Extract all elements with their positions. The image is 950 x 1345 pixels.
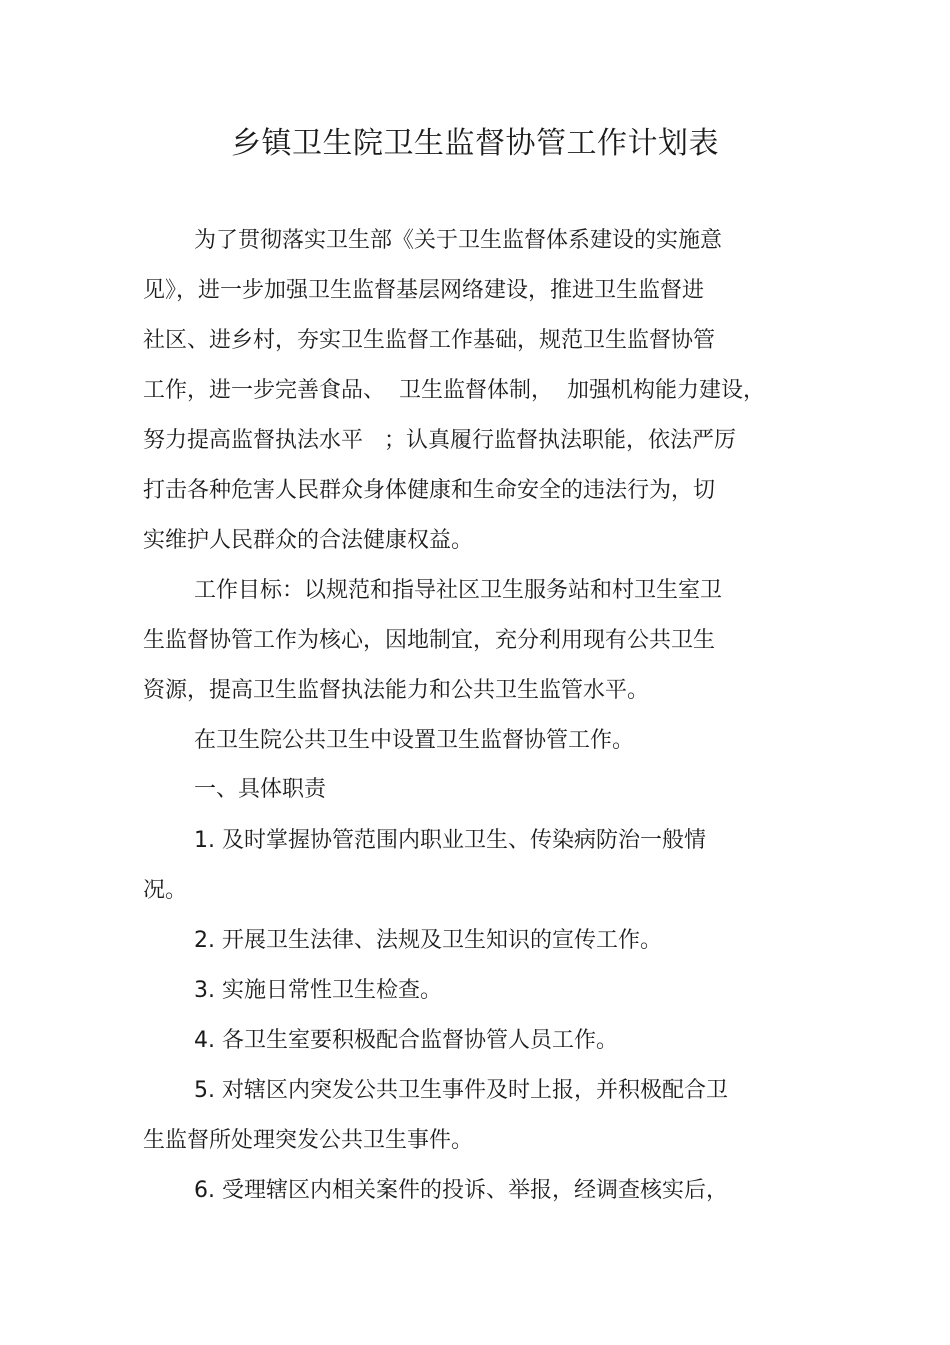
duty-1-line-1: 1. 及时掌握协管范围内职业卫生、传染病防治一般情 <box>194 828 706 853</box>
section-heading: 一、具体职责 <box>194 777 327 802</box>
intro-line-4: 工作，进一步完善食品、 卫生监督体制， 加强机构能力建设， <box>143 378 765 403</box>
duty-6: 6. 受理辖区内相关案件的投诉、举报，经调查核实后， <box>194 1178 728 1203</box>
intro-line-3: 社区、进乡村，夯实卫生监督工作基础，规范卫生监督协管 <box>143 328 716 353</box>
goal-line-2: 生监督协管工作为核心，因地制宜，充分利用现有公共卫生 <box>143 628 716 653</box>
setup-paragraph: 在卫生院公共卫生中设置卫生监督协管工作。 <box>194 728 635 753</box>
intro-line-6: 打击各种危害人民群众身体健康和生命安全的违法行为，切 <box>143 478 716 503</box>
intro-line-1: 为了贯彻落实卫生部《关于卫生监督体系建设的实施意 <box>194 228 723 253</box>
duty-3: 3. 实施日常性卫生检查。 <box>194 978 442 1003</box>
duty-5-line-1: 5. 对辖区内突发公共卫生事件及时上报，并积极配合卫 <box>194 1078 728 1103</box>
duty-2: 2. 开展卫生法律、法规及卫生知识的宣传工作。 <box>194 928 662 953</box>
goal-line-1: 工作目标：以规范和指导社区卫生服务站和村卫生室卫 <box>194 578 723 603</box>
duty-1-line-2: 况。 <box>143 878 188 903</box>
duty-4: 4. 各卫生室要积极配合监督协管人员工作。 <box>194 1028 618 1053</box>
goal-line-3: 资源，提高卫生监督执法能力和公共卫生监管水平。 <box>143 678 650 703</box>
duty-5-line-2: 生监督所处理突发公共卫生事件。 <box>143 1128 474 1153</box>
intro-line-7: 实维护人民群众的合法健康权益。 <box>143 528 474 553</box>
intro-line-2: 见》，进一步加强卫生监督基层网络建设，推进卫生监督进 <box>143 278 705 303</box>
intro-line-5: 努力提高监督执法水平 ；认真履行监督执法职能，依法严厉 <box>143 428 736 453</box>
document-title: 乡镇卫生院卫生监督协管工作计划表 <box>231 126 719 161</box>
